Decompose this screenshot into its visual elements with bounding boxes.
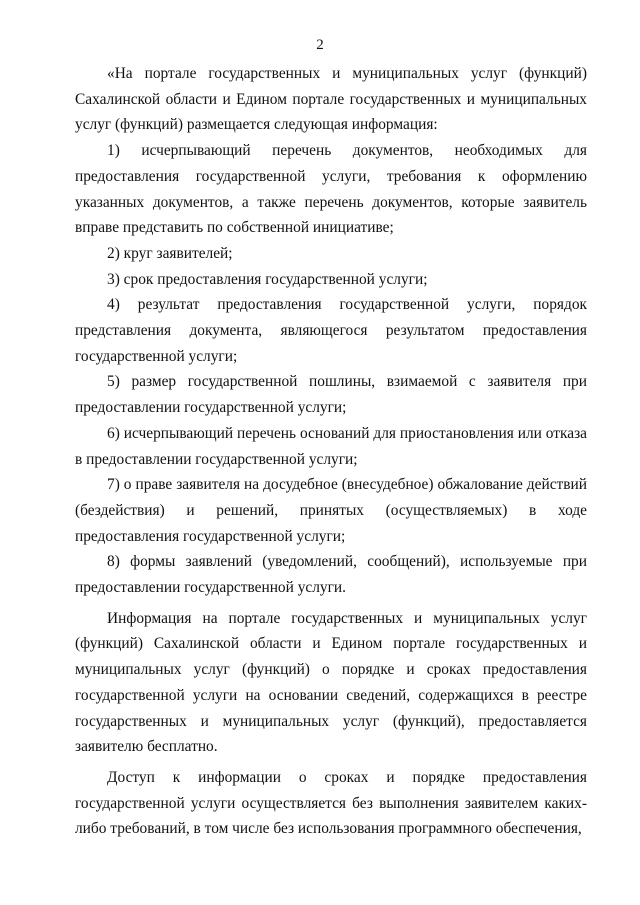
paragraph-intro: «На портале государственных и муниципальных услуг (функций) Сахалинской области и Едином портале государственных и муниципальных услуг (функций) размещается следующая информация: bbox=[75, 65, 587, 134]
list-item-4: 4) результат предоставления государственной услуги, порядок представления документа, являющегося результатом предоставления государственной услуги; bbox=[75, 296, 587, 365]
list-item-3: 3) срок предоставления государственной услуги; bbox=[107, 270, 428, 288]
list-item-2: 2) круг заявителей; bbox=[107, 244, 233, 262]
document-body bbox=[75, 61, 587, 842]
page-number: 2 bbox=[316, 37, 324, 53]
list-item-1: 1) исчерпывающий перечень документов, необходимых для предоставления государственной услуги, требования к оформлению указанных документов, а также перечень документов, которые заявитель вправе представить по собственной инициативе; bbox=[75, 142, 587, 237]
list-item-8: 8) формы заявлений (уведомлений, сообщений), используемые при предоставлении государственной услуги. bbox=[75, 553, 587, 597]
list-item-7: 7) о праве заявителя на досудебное (внесудебное) обжалование действий (бездействия) и решений, принятых (осуществляемых) в ходе предоставления государственной услуги; bbox=[75, 476, 587, 545]
list-item-5: 5) размер государственной пошлины, взимаемой с заявителя при предоставлении государственной услуги; bbox=[75, 373, 587, 417]
paragraph-information: Информация на портале государственных и муниципальных услуг (функций) Сахалинской области и Едином портале государственных и муниципальных услуг (функций) о порядке и сроках предоставления государственной услуги на основании сведений, содержащихся в реестре государственных и муниципальных услуг (функций), предоставляется заявителю бесплатно. bbox=[75, 609, 587, 756]
paragraph-access: Доступ к информации о сроках и порядке предоставления государственной услуги осуществляется без выполнения заявителем каких-либо требований, в том числе без использования программного обеспечения, bbox=[75, 768, 587, 838]
list-item-6: 6) исчерпывающий перечень оснований для приостановления или отказа в предоставлении государственной услуги; bbox=[75, 424, 587, 468]
